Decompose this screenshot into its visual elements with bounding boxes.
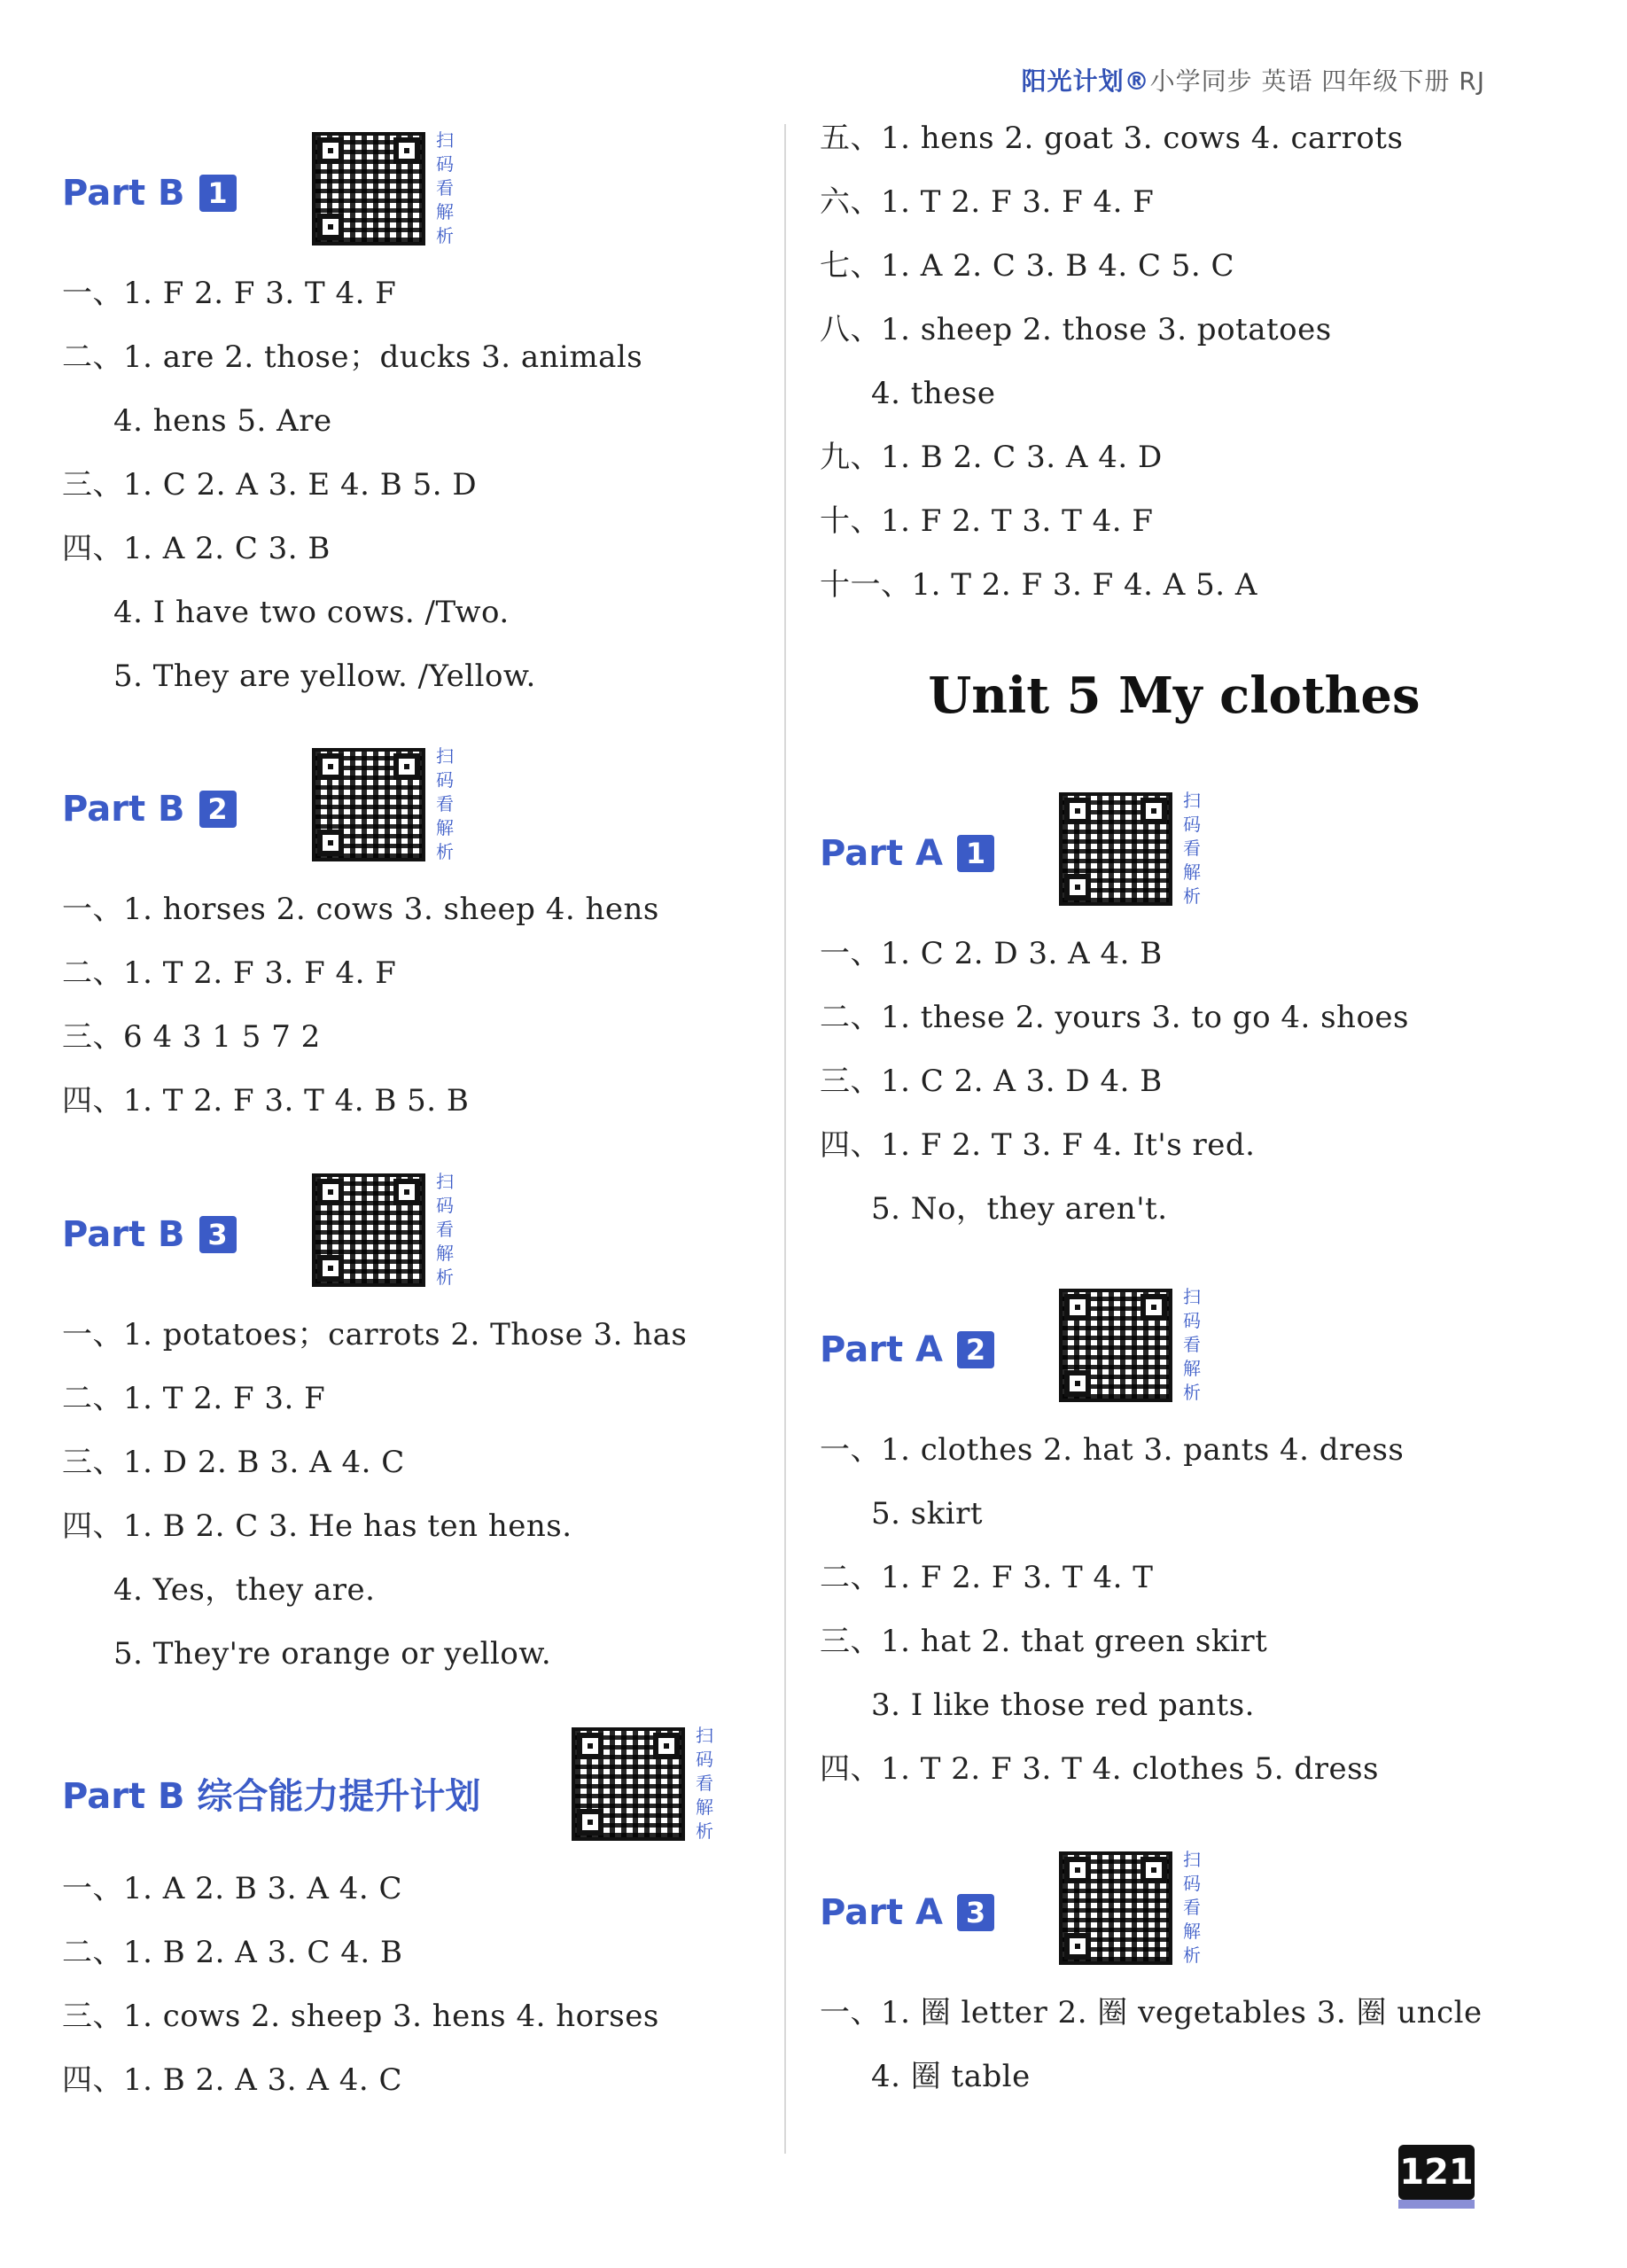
section-title: Part B 综合能力提升计划 — [62, 1776, 481, 1817]
section-part-a-3 — [820, 1848, 1529, 2108]
answer-line: 四、1. A 2. C 3. B — [62, 531, 331, 566]
answer-line: 六、1. T 2. F 3. F 4. F — [820, 184, 1155, 220]
answer-line: 一、1. 圈 letter 2. 圈 vegetables 3. 圈 uncle — [820, 1995, 1483, 2030]
section-title: Part A 2 — [820, 1329, 994, 1370]
answer-line: 二、1. F 2. F 3. T 4. T — [820, 1560, 1154, 1595]
qr-label: 扫码看解析 — [436, 1171, 454, 1288]
answer-line: 三、1. C 2. A 3. D 4. B — [820, 1064, 1163, 1099]
brand-name: 阳光计划® — [1021, 66, 1150, 96]
section-part-b-continued — [820, 106, 1529, 617]
answer-line: 3. I like those red pants. — [871, 1687, 1255, 1723]
section-number-badge: 1 — [957, 835, 994, 872]
answer-line: 四、1. B 2. A 3. A 4. C — [62, 2062, 403, 2098]
section-number-badge: 2 — [199, 791, 237, 828]
qr-code-icon — [312, 748, 425, 861]
qr-code[interactable] — [1059, 1285, 1210, 1409]
answer-line: 一、1. F 2. F 3. T 4. F — [62, 276, 397, 311]
answer-line: 四、1. B 2. C 3. He has ten hens. — [62, 1508, 572, 1544]
section-title: Part B 1 — [62, 173, 237, 214]
section-title: Part A 1 — [820, 833, 994, 874]
answer-line: 八、1. sheep 2. those 3. potatoes — [820, 312, 1332, 347]
section-number-badge: 2 — [957, 1331, 994, 1368]
qr-label: 扫码看解析 — [696, 1725, 713, 1842]
answer-line: 5. skirt — [871, 1496, 984, 1531]
answer-line: 4. these — [871, 376, 996, 411]
qr-code[interactable] — [1059, 1848, 1210, 1972]
section-number-badge: 1 — [199, 175, 237, 212]
qr-code-icon — [312, 1173, 425, 1287]
qr-code[interactable] — [1059, 789, 1210, 913]
section-title: Part A 3 — [820, 1892, 994, 1933]
section-number-badge: 3 — [957, 1894, 994, 1931]
answer-line: 5. They are yellow. /Yellow. — [113, 659, 536, 694]
answer-line: 四、1. T 2. F 3. T 4. B 5. B — [62, 1083, 470, 1118]
answer-line: 三、1. C 2. A 3. E 4. B 5. D — [62, 467, 478, 503]
section-header — [62, 129, 753, 261]
qr-label: 扫码看解析 — [1183, 1286, 1201, 1403]
page-number-bar — [1398, 2200, 1475, 2209]
answer-line: 4. hens 5. Are — [113, 403, 332, 439]
qr-code[interactable] — [312, 1170, 463, 1294]
column-divider — [784, 124, 786, 2154]
answer-line: 4. I have two cows. /Two. — [113, 595, 510, 630]
answer-line: 五、1. hens 2. goat 3. cows 4. carrots — [820, 121, 1404, 156]
section-header — [62, 744, 753, 877]
answer-line: 二、1. these 2. yours 3. to go 4. shoes — [820, 1000, 1409, 1035]
section-part-b-comprehensive — [62, 1724, 753, 2112]
qr-code[interactable] — [572, 1724, 722, 1848]
answer-line: 5. No，they aren't. — [871, 1191, 1168, 1227]
section-header — [62, 1724, 753, 1857]
answer-line: 三、1. hat 2. that green skirt — [820, 1624, 1268, 1659]
page-number: 121 — [1398, 2145, 1475, 2200]
section-header — [820, 789, 1529, 922]
running-head — [1022, 62, 1485, 97]
answer-line: 一、1. clothes 2. hat 3. pants 4. dress — [820, 1432, 1405, 1468]
answer-line: 三、1. cows 2. sheep 3. hens 4. horses — [62, 1999, 659, 2034]
qr-label: 扫码看解析 — [1183, 1849, 1201, 1966]
answer-line: 二、1. T 2. F 3. F — [62, 1381, 326, 1416]
qr-code[interactable] — [312, 129, 463, 253]
section-title: Part B 2 — [62, 789, 237, 830]
section-header — [62, 1170, 753, 1303]
answer-line: 四、1. T 2. F 3. T 4. clothes 5. dress — [820, 1751, 1379, 1787]
section-part-a-1 — [820, 789, 1529, 1241]
section-header — [820, 1848, 1529, 1981]
qr-label: 扫码看解析 — [436, 745, 454, 862]
answer-line: 二、1. B 2. A 3. C 4. B — [62, 1935, 403, 1970]
qr-code-icon — [312, 132, 425, 246]
answer-line: 七、1. A 2. C 3. B 4. C 5. C — [820, 248, 1235, 284]
answer-line: 九、1. B 2. C 3. A 4. D — [820, 440, 1163, 475]
qr-code[interactable] — [312, 744, 463, 869]
answer-line: 十、1. F 2. T 3. T 4. F — [820, 503, 1154, 539]
section-number-badge: 3 — [199, 1216, 237, 1253]
qr-code-icon — [1059, 1851, 1172, 1965]
section-part-b-1 — [62, 129, 753, 708]
answer-line: 二、1. are 2. those；ducks 3. animals — [62, 339, 643, 375]
book-series: 小学同步 英语 四年级下册 RJ — [1149, 66, 1485, 96]
answer-line: 十一、1. T 2. F 3. F 4. A 5. A — [820, 567, 1257, 603]
section-header — [820, 1285, 1529, 1418]
section-part-b-3 — [62, 1170, 753, 1686]
section-part-a-2 — [820, 1285, 1529, 1801]
qr-code-icon — [1059, 1289, 1172, 1402]
answer-line: 三、6 4 3 1 5 7 2 — [62, 1019, 321, 1055]
answer-line: 一、1. C 2. D 3. A 4. B — [820, 936, 1163, 971]
answer-line: 4. 圈 table — [871, 2059, 1031, 2094]
qr-code-icon — [1059, 792, 1172, 906]
section-part-b-2 — [62, 744, 753, 1133]
answer-line: 4. Yes，they are. — [113, 1572, 376, 1608]
qr-label: 扫码看解析 — [436, 129, 454, 246]
answer-line: 一、1. A 2. B 3. A 4. C — [62, 1871, 403, 1906]
qr-code-icon — [572, 1727, 685, 1841]
unit-title: Unit 5 My clothes — [928, 666, 1421, 725]
answer-line: 5. They're orange or yellow. — [113, 1636, 552, 1672]
answer-line: 四、1. F 2. T 3. F 4. It's red. — [820, 1127, 1256, 1163]
answer-line: 一、1. horses 2. cows 3. sheep 4. hens — [62, 892, 659, 927]
answer-line: 一、1. potatoes；carrots 2. Those 3. has — [62, 1317, 688, 1352]
answer-line: 二、1. T 2. F 3. F 4. F — [62, 955, 397, 991]
qr-label: 扫码看解析 — [1183, 790, 1201, 907]
section-title: Part B 3 — [62, 1214, 237, 1255]
answer-line: 三、1. D 2. B 3. A 4. C — [62, 1445, 405, 1480]
